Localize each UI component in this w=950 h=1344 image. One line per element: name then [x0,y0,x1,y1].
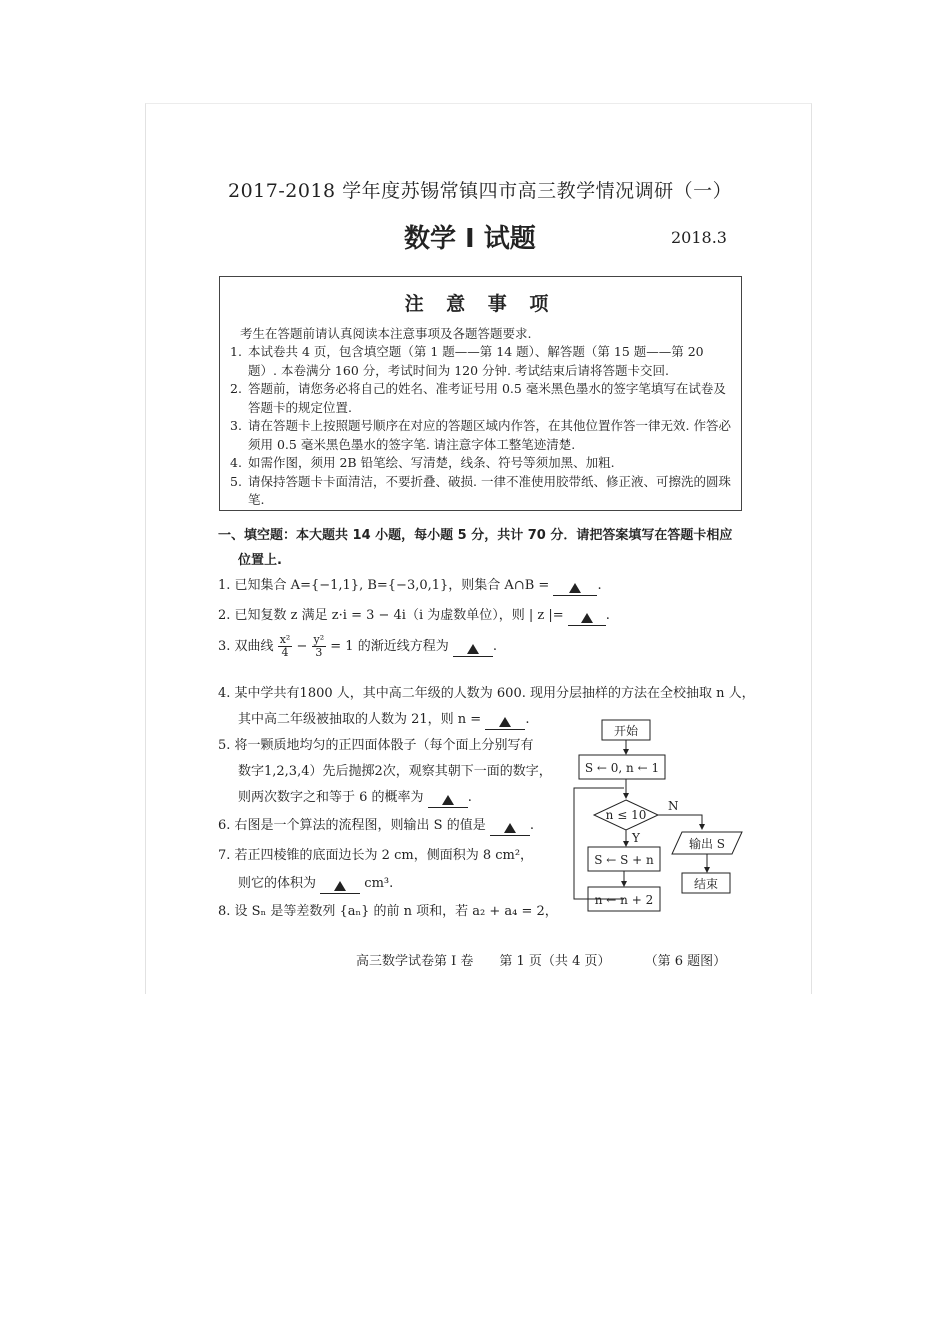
triangle-icon [442,795,454,805]
notice-item: 2. 答题前，请您务必将自己的姓名、准考证号用 0.5 毫米黑色墨水的签字笔填写在试卷及答题卡的规定位置. [230,381,726,415]
flow-no-label: N [668,799,679,813]
question-2: 2. 已知复数 z 满足 z·i = 3 − 4i（i 为虚数单位），则 | z |= . [218,604,610,626]
notice-title: 注 意 事 项 [404,293,557,315]
question-8: 8. 设 Sₙ 是等差数列 {aₙ} 的前 n 项和，若 a₂ + a₄ = 2， [218,904,558,919]
answer-blank [320,879,360,894]
flow-update-n-label: n ← n + 2 [594,893,654,907]
triangle-icon [581,613,593,623]
exam-page [145,103,812,994]
answer-blank [485,715,525,730]
section-heading-cont: 位置上. [238,553,282,568]
fraction-x: $\frac{\text{x²}}{4}$ [279,633,291,659]
exam-title: 2017-2018 学年度苏锡常镇四市高三教学情况调研（一） [228,180,733,202]
flowchart [566,714,766,924]
answer-blank [453,642,493,657]
triangle-icon [504,823,516,833]
flow-end-label: 结束 [693,877,719,891]
triangle-icon [467,644,479,654]
flow-yes-label: Y [632,831,640,845]
triangle-icon [334,881,346,891]
notice-list [230,343,735,510]
notice-item: 1. 本试卷共 4 页，包含填空题（第 1 题——第 14 题）、解答题（第 15 题——第 20 题）. 本卷满分 160 分，考试时间为 120 分钟. 考试结束后请将答题卡交回. [230,344,704,378]
triangle-icon [569,583,581,593]
notice-item: 4. 如需作图，须用 2B 铅笔绘、写清楚，线条、符号等须加黑、加粗. [230,455,615,470]
question-5-cont: 数字1,2,3,4）先后抛掷2次，观察其朝下一面的数字， [238,764,552,779]
answer-blank [490,821,530,836]
question-1: 1. 已知集合 A={−1,1}, B={−3,0,1}，则集合 A∩B = . [218,574,602,596]
fraction-y: $\frac{\text{y²}}{3}$ [313,633,325,659]
question-6: 6. 右图是一个算法的流程图，则输出 S 的值是 . [218,814,534,836]
question-5: 5. 将一颗质地均匀的正四面体骰子（每个面上分别写有 [218,738,534,753]
subject-title: 数学 Ⅰ 试题 [404,224,536,254]
question-4-cont: 其中高二年级被抽取的人数为 21，则 n = . [238,708,530,730]
flow-start-label: 开始 [613,724,639,738]
notice-item: 5. 请保持答题卡卡面清洁，不要折叠、破损. 一律不准使用胶带纸、修正液、可擦洗的圆珠笔. [230,473,731,507]
answer-blank [568,611,606,626]
notice-box [219,276,742,511]
notice-intro: 考生在答题前请认真阅读本注意事项及各题答题要求. [240,326,532,341]
question-3: 3. 双曲线 $\frac{\text{x²}}{4}$ − $\frac{\text{y²}}{3}$ = 1 的渐近线方程为 . [218,633,497,659]
question-7: 7. 若正四棱锥的底面边长为 2 cm，侧面积为 8 cm²， [218,848,534,863]
flow-init-label: S ← 0, n ← 1 [584,761,660,775]
section-heading: 一、填空题：本大题共 14 小题，每小题 5 分，共计 70 分．请把答案填写在答题卡相应 [218,528,733,543]
question-4: 4. 某中学共有1800 人，其中高二年级的人数为 600. 现用分层抽样的方法在全校抽取 n 人， [218,686,755,701]
question-7-cont: 则它的体积为 cm³. [238,872,393,894]
page-footer: 高三数学试卷第 Ⅰ 卷 第 1 页（共 4 页） （第 6 题图） [356,954,727,969]
exam-date: 2018.3 [671,228,727,247]
answer-blank [553,581,597,596]
flow-update-s-label: S ← S + n [594,853,654,867]
question-5-cont2: 则两次数字之和等于 6 的概率为 . [238,786,472,808]
answer-blank [428,793,468,808]
notice-item: 3. 请在答题卡上按照题号顺序在对应的答题区域内作答，在其他位置作答一律无效. 作答必须用 0.5 毫米黑色墨水的签字笔. 请注意字体工整笔迹清楚. [230,418,731,452]
flow-output-label: 输出 S [688,837,726,851]
triangle-icon [499,717,511,727]
flow-arrow-no [658,815,702,829]
flow-condition-label: n ≤ 10 [605,808,647,822]
